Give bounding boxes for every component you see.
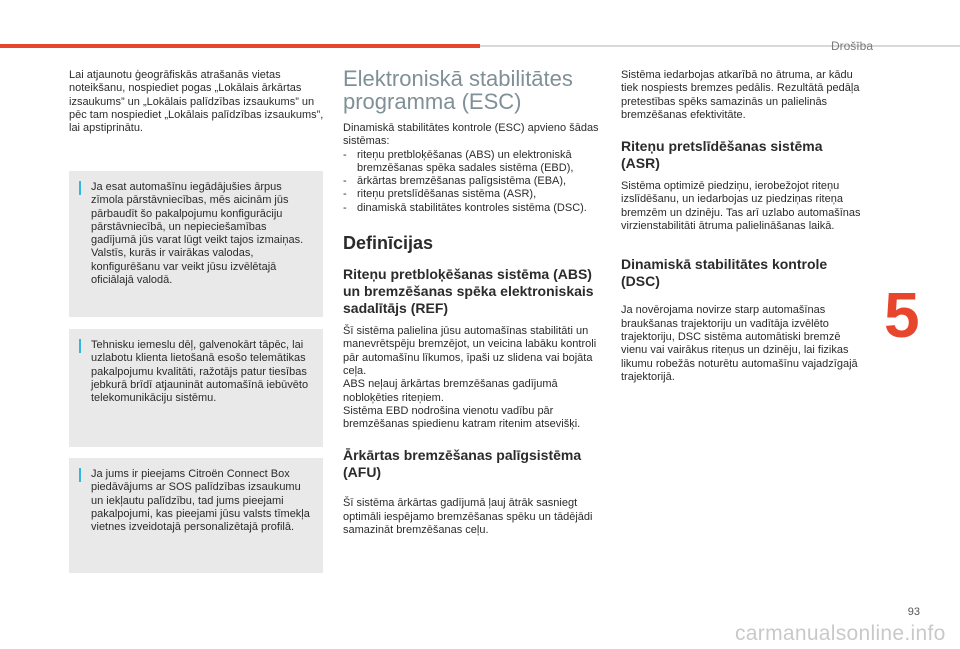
esc-continuation: Sistēma iedarbojas atkarībā no ātruma, ar kādu tiek nospiests bremzes pedālis. Rezultātā pedāļa pretestības spēks samazinās un palielinās bremzēšanas efektivitāte. xyxy=(621,69,860,121)
esc-intro: Dinamiskā stabilitātes kontrole (ESC) apvieno šādas sistēmas: xyxy=(343,122,599,148)
abs-heading: Riteņu pretbloķēšanas sistēma (ABS) un bremzēšanas spēka elektroniskais sadalītājs (REF) xyxy=(343,266,594,317)
note-text: Ja esat automašīnu iegādājušies ārpus zīmola pārstāvniecības, mēs aicinām jūs pārbaudīt šo pakalpojumu konfigurāciju pārstāvniecībā, un nepieciešamības gadījumā jūs varat lūgt veikt tajos izmaiņas. Valstīs, kurās ir vairākas valodas, konfigurēšanu var veikt jūsu izvēlētajā oficiālajā valodā. xyxy=(91,181,304,287)
chapter-number: 5 xyxy=(884,279,920,351)
info-note-3 xyxy=(69,458,323,573)
asr-heading: Riteņu pretslīdēšanas sistēma (ASR) xyxy=(621,138,823,172)
info-icon xyxy=(79,468,81,482)
column-2 xyxy=(343,67,603,537)
list-item: - ārkārtas bremzēšanas palīgsistēma (EBA), xyxy=(343,175,603,188)
page-number: 93 xyxy=(907,606,920,618)
info-note-1 xyxy=(69,171,323,317)
page-title: Elektroniskā stabilitātes programma (ESC) xyxy=(343,66,573,114)
info-icon xyxy=(79,181,81,195)
header-rule xyxy=(480,45,960,47)
list-item: - dinamiskā stabilitātes kontroles sistēma (DSC). xyxy=(343,202,603,215)
intro-paragraph: Lai atjaunotu ģeogrāfiskās atrašanās vietas noteikšanu, nospiediet pogas „Lokālais ārkārtas izsaukums” un „Lokālais palīdzības izsaukums” un pēc tam nospiediet „Lokālais palīdzības izsaukums”, lai apstiprinātu. xyxy=(69,69,324,135)
info-note-2 xyxy=(69,329,323,447)
column-3 xyxy=(621,69,861,384)
header-accent-bar xyxy=(0,44,480,48)
info-icon xyxy=(79,339,81,353)
note-text: Tehnisku iemeslu dēļ, galvenokārt tāpēc, lai uzlabotu klienta lietošanā esošo telemātikas pakalpojumu kvalitāti, ražotājs patur tiesības jebkurā brīdī atjaunināt automašīnā iebūvēto telekomunikāciju sistēmu. xyxy=(91,339,309,405)
note-text: Ja jums ir pieejams Citroën Connect Box piedāvājums ar SOS palīdzības izsaukumu un iekļautu palīdzību, tad jums pieejami pakalpojumi, kas pieejami jūsu valsts tīmekļa vietnes izveidotajā personalizētajā profilā. xyxy=(91,468,310,534)
afu-heading: Ārkārtas bremzēšanas palīgsistēma (AFU) xyxy=(343,447,582,481)
asr-paragraph: Sistēma optimizē piedziņu, ierobežojot riteņu izslīdēšanu, un iedarbojas uz piedziņas riteņa bremzēm un dzinēju. Tas arī uzlabo automašīnas virzienstabilitāti ātruma palielināšanas laikā. xyxy=(621,180,861,233)
watermark: carmanualsonline.info xyxy=(735,622,946,645)
column-1 xyxy=(69,69,324,135)
abs-paragraph-3: Sistēma EBD nodrošina vienotu vadību pār bremzēšanas spiedienu katram ritenim atsevišķi. xyxy=(343,404,581,431)
dsc-paragraph: Ja novērojama novirze starp automašīnas braukšanas trajektoriju un vadītāja izvēlēto trajektoriju, DSC sistēma automātiski bremzē vienu vai vairākus riteņus un dzinēju, lai fizikas likumu robežās noturētu automašīnu vajadzīgajā trajektorijā. xyxy=(621,304,858,383)
system-list xyxy=(343,149,603,215)
list-item: - riteņu pretslīdēšanas sistēma (ASR), xyxy=(343,188,603,201)
afu-paragraph: Šī sistēma ārkārtas gadījumā ļauj ātrāk sasniegt optimāli iespējamo bremzēšanas spēku un tādējādi samazināt bremzēšanas ceļu. xyxy=(343,497,593,537)
abs-paragraph-1: Šī sistēma palielina jūsu automašīnas stabilitāti un manevrētspēju bremzējot, un veicina labāku kontroli pār automašīnu līkumos, īpaši uz slidena vai bojāta ceļa. xyxy=(343,325,597,377)
abs-paragraph-2: ABS neļauj ārkārtas bremzēšanas gadījumā nobloķēties riteņiem. xyxy=(343,378,558,404)
list-item: - riteņu pretbloķēšanas (ABS) un elektroniskā bremzēšanas spēka sadales sistēma (EBD), xyxy=(343,149,603,176)
section-title: Drošība xyxy=(830,39,873,53)
definitions-heading: Definīcijas xyxy=(343,233,434,254)
dsc-heading: Dinamiskā stabilitātes kontrole (DSC) xyxy=(621,256,828,290)
